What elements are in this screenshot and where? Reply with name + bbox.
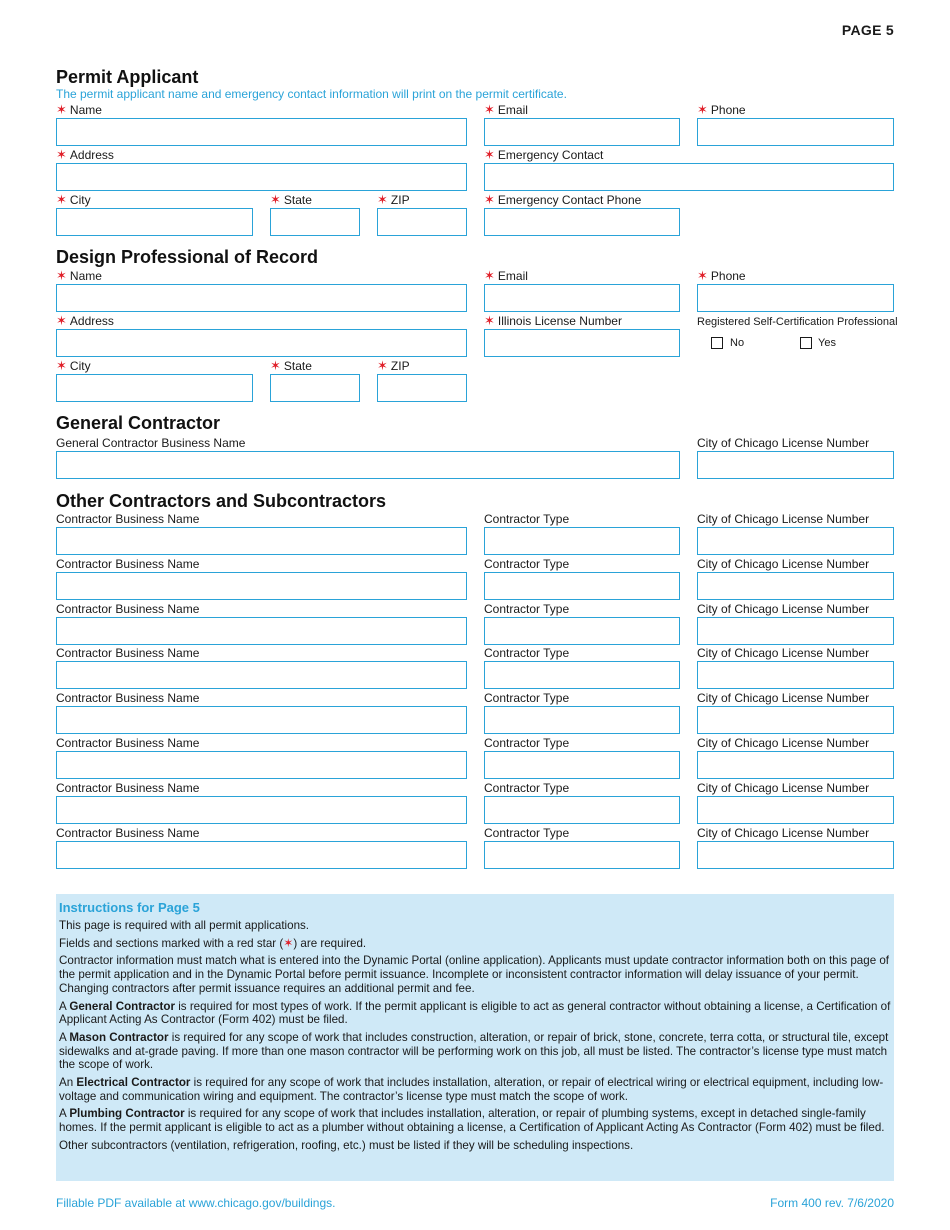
general-contractor-title: General Contractor <box>56 413 221 433</box>
contractor-license-number-label: City of Chicago License Number <box>697 781 870 795</box>
contractor-type-label: Contractor Type <box>484 646 570 660</box>
applicant-zip-label: ✶ ZIP <box>377 192 410 207</box>
applicant-phone-label: ✶ Phone <box>697 102 746 117</box>
required-star-icon: ✶ <box>283 935 294 950</box>
gc-license-label: City of Chicago License Number <box>697 436 870 450</box>
contractor-business-name-input[interactable] <box>57 797 466 823</box>
contractor-type-input[interactable] <box>485 573 679 599</box>
dp-name-label: ✶ Name <box>56 268 102 283</box>
dp-email-field[interactable] <box>484 284 680 312</box>
dp-email-label: ✶ Email <box>484 268 528 283</box>
instructions-p1: This page is required with all permit applications. <box>59 919 310 932</box>
contractor-type-label: Contractor Type <box>484 602 570 616</box>
contractor-license-number-field[interactable] <box>697 706 894 734</box>
contractor-business-name-input[interactable] <box>57 662 466 688</box>
dp-phone-label: ✶ Phone <box>697 268 746 283</box>
contractor-type-field[interactable] <box>484 617 680 645</box>
self-cert-label: Registered Self-Certification Professional <box>697 316 898 328</box>
required-star-icon: ✶ <box>56 358 67 373</box>
required-star-icon: ✶ <box>484 313 495 328</box>
contractor-type-input[interactable] <box>485 707 679 733</box>
contractor-business-name-field[interactable] <box>56 751 467 779</box>
contractor-license-number-field[interactable] <box>697 617 894 645</box>
dp-address-field[interactable] <box>56 329 467 357</box>
applicant-state-field[interactable] <box>270 208 360 236</box>
required-star-icon: ✶ <box>56 102 67 117</box>
applicant-name-input[interactable] <box>57 119 466 145</box>
contractor-business-name-field[interactable] <box>56 617 467 645</box>
contractor-business-name-input[interactable] <box>57 573 466 599</box>
contractor-business-name-label: Contractor Business Name <box>56 557 200 571</box>
contractor-license-number-label: City of Chicago License Number <box>697 691 870 705</box>
contractor-business-name-label: Contractor Business Name <box>56 602 200 616</box>
applicant-name-label: ✶ Name <box>56 102 102 117</box>
gc-business-name-label: General Contractor Business Name <box>56 436 246 450</box>
gc-business-name-field[interactable] <box>56 451 680 479</box>
contractor-license-number-label: City of Chicago License Number <box>697 602 870 616</box>
applicant-zip-field[interactable] <box>377 208 467 236</box>
required-star-icon: ✶ <box>56 192 67 207</box>
contractor-type-field[interactable] <box>484 751 680 779</box>
dp-address-label: ✶ Address <box>56 313 114 328</box>
applicant-address-input[interactable] <box>57 164 466 190</box>
required-star-icon: ✶ <box>484 192 495 207</box>
dp-email-input[interactable] <box>485 285 679 311</box>
dp-city-field[interactable] <box>56 374 253 402</box>
contractor-business-name-field[interactable] <box>56 572 467 600</box>
contractor-license-number-label: City of Chicago License Number <box>697 512 870 526</box>
contractor-license-number-input[interactable] <box>698 707 893 733</box>
contractor-type-field[interactable] <box>484 527 680 555</box>
contractor-license-number-label: City of Chicago License Number <box>697 646 870 660</box>
contractor-business-name-field[interactable] <box>56 661 467 689</box>
contractor-license-number-input[interactable] <box>698 797 893 823</box>
contractor-type-input[interactable] <box>485 618 679 644</box>
required-star-icon: ✶ <box>484 102 495 117</box>
applicant-phone-input[interactable] <box>698 119 893 145</box>
applicant-state-input[interactable] <box>271 209 359 235</box>
contractor-type-label: Contractor Type <box>484 781 570 795</box>
required-star-icon: ✶ <box>697 102 708 117</box>
self-cert-yes-label: Yes <box>818 337 836 349</box>
applicant-address-label: ✶ Address <box>56 147 114 162</box>
permit-applicant-note: The permit applicant name and emergency contact information will print on the permit certificate. <box>56 87 567 101</box>
contractor-license-number-field[interactable] <box>697 572 894 600</box>
required-star-icon: ✶ <box>484 147 495 162</box>
contractor-business-name-field[interactable] <box>56 706 467 734</box>
dp-name-field[interactable] <box>56 284 467 312</box>
applicant-state-label: ✶ State <box>270 192 312 207</box>
dp-city-label: ✶ City <box>56 358 91 373</box>
contractor-type-field[interactable] <box>484 706 680 734</box>
contractor-type-input[interactable] <box>485 752 679 778</box>
contractor-business-name-input[interactable] <box>57 618 466 644</box>
contractor-license-number-label: City of Chicago License Number <box>697 557 870 571</box>
gc-license-input[interactable] <box>698 452 893 478</box>
contractor-license-number-label: City of Chicago License Number <box>697 826 870 840</box>
contractor-type-input[interactable] <box>485 528 679 554</box>
contractor-type-field[interactable] <box>484 572 680 600</box>
self-cert-no-label: No <box>730 337 745 349</box>
instructions-p4: A General Contractor is required for most types of work. If the permit applicant is eligible to act as general contractor without obtaining a license, a Certification of Applicant Acting As Contractor (Form 402) must be filed. <box>59 999 891 1027</box>
dp-license-field[interactable] <box>484 329 680 357</box>
design-professional-title: Design Professional of Record <box>56 247 319 267</box>
applicant-phone-field[interactable] <box>697 118 894 146</box>
applicant-city-field[interactable] <box>56 208 253 236</box>
contractor-business-name-label: Contractor Business Name <box>56 736 200 750</box>
emergency-phone-label: ✶ Emergency Contact Phone <box>484 192 642 207</box>
gc-license-field[interactable] <box>697 451 894 479</box>
contractor-license-number-input[interactable] <box>698 573 893 599</box>
contractor-type-input[interactable] <box>485 662 679 688</box>
dp-zip-input[interactable] <box>378 375 466 401</box>
required-star-icon: ✶ <box>56 147 67 162</box>
contractor-license-number-input[interactable] <box>698 752 893 778</box>
applicant-city-label: ✶ City <box>56 192 91 207</box>
instructions-p8: Other subcontractors (ventilation, refrigeration, roofing, etc.) must be listed if they will be scheduling inspections. <box>59 1138 634 1152</box>
emergency-contact-label: ✶ Emergency Contact <box>484 147 604 162</box>
contractor-business-name-field[interactable] <box>56 841 467 869</box>
required-star-icon: ✶ <box>697 268 708 283</box>
contractor-license-number-field[interactable] <box>697 841 894 869</box>
self-cert-no-checkbox[interactable] <box>711 337 723 349</box>
self-cert-yes-checkbox[interactable] <box>800 337 812 349</box>
instructions-title: Instructions for Page 5 <box>59 900 200 915</box>
contractor-license-number-input[interactable] <box>698 528 893 554</box>
page-number: PAGE 5 <box>841 22 894 38</box>
instructions-p5: A Mason Contractor is required for any scope of work that includes construction, alteration, or repair of brick, stone, concrete, terra cotta, or structural tile, except sidewalks and at-grade paving. If more than one mason contractor will be performing work on this job, all must be listed. The contractor’s license type must match the scope of work. <box>59 1030 889 1072</box>
applicant-city-input[interactable] <box>57 209 252 235</box>
contractor-license-number-input[interactable] <box>698 842 893 868</box>
required-star-icon: ✶ <box>56 313 67 328</box>
dp-license-input[interactable] <box>485 330 679 356</box>
contractor-business-name-input[interactable] <box>57 752 466 778</box>
dp-zip-field[interactable] <box>377 374 467 402</box>
contractor-type-input[interactable] <box>485 797 679 823</box>
footer-form-number: Form 400 rev. 7/6/2020 <box>770 1196 894 1210</box>
applicant-zip-input[interactable] <box>378 209 466 235</box>
dp-state-input[interactable] <box>271 375 359 401</box>
required-star-icon: ✶ <box>377 192 388 207</box>
footer-pdf-link[interactable]: Fillable PDF available at www.chicago.gov/buildings. <box>56 1196 336 1210</box>
dp-state-field[interactable] <box>270 374 360 402</box>
dp-name-input[interactable] <box>57 285 466 311</box>
contractor-business-name-field[interactable] <box>56 527 467 555</box>
emergency-contact-input[interactable] <box>485 164 893 190</box>
contractor-type-label: Contractor Type <box>484 691 570 705</box>
emergency-phone-input[interactable] <box>485 209 679 235</box>
contractor-license-number-input[interactable] <box>698 662 893 688</box>
contractor-business-name-input[interactable] <box>57 707 466 733</box>
dp-phone-input[interactable] <box>698 285 893 311</box>
contractor-type-label: Contractor Type <box>484 557 570 571</box>
dp-state-label: ✶ State <box>270 358 312 373</box>
dp-zip-label: ✶ ZIP <box>377 358 410 373</box>
contractor-business-name-input[interactable] <box>57 842 466 868</box>
applicant-email-field[interactable] <box>484 118 680 146</box>
contractor-business-name-field[interactable] <box>56 796 467 824</box>
instructions-p6: An Electrical Contractor is required for any scope of work that includes installation, alteration, or repair of electrical wiring or electrical equipment, including low-voltage and communication wiring and equipment. The contractor’s license type must match the scope of work. <box>59 1076 884 1103</box>
contractor-type-label: Contractor Type <box>484 826 570 840</box>
contractor-business-name-label: Contractor Business Name <box>56 691 200 705</box>
applicant-name-field[interactable] <box>56 118 467 146</box>
emergency-phone-field[interactable] <box>484 208 680 236</box>
contractor-license-number-field[interactable] <box>697 751 894 779</box>
required-star-icon: ✶ <box>56 268 67 283</box>
required-star-icon: ✶ <box>270 192 281 207</box>
contractor-license-number-label: City of Chicago License Number <box>697 736 870 750</box>
instructions-panel <box>56 894 894 1181</box>
contractor-business-name-input[interactable] <box>57 528 466 554</box>
required-star-icon: ✶ <box>270 358 281 373</box>
required-star-icon: ✶ <box>377 358 388 373</box>
dp-license-label: ✶ Illinois License Number <box>484 313 622 328</box>
contractor-type-field[interactable] <box>484 661 680 689</box>
other-contractors-title: Other Contractors and Subcontractors <box>56 491 387 511</box>
instructions-p3: Contractor information must match what is entered into the Dynamic Portal (online application). Applicants must update contractor information both on this page of the permit application and in the Dynamic Portal before permit issuance. Incomplete or inconsistent contractor information will delay issuance of your permit. Changing contractors after permit issuance requires an additional permit and fee. <box>59 954 890 995</box>
permit-applicant-title: Permit Applicant <box>56 67 199 87</box>
contractor-business-name-label: Contractor Business Name <box>56 512 200 526</box>
applicant-email-label: ✶ Email <box>484 102 528 117</box>
contractor-license-number-field[interactable] <box>697 527 894 555</box>
instructions-p2: Fields and sections marked with a red star (✶) are required. <box>59 935 367 950</box>
contractor-type-label: Contractor Type <box>484 512 570 526</box>
dp-address-input[interactable] <box>57 330 466 356</box>
emergency-contact-field[interactable] <box>484 163 894 191</box>
dp-phone-field[interactable] <box>697 284 894 312</box>
contractor-license-number-field[interactable] <box>697 661 894 689</box>
contractor-license-number-field[interactable] <box>697 796 894 824</box>
contractor-type-field[interactable] <box>484 841 680 869</box>
applicant-email-input[interactable] <box>485 119 679 145</box>
contractor-type-input[interactable] <box>485 842 679 868</box>
contractor-business-name-label: Contractor Business Name <box>56 646 200 660</box>
contractor-business-name-label: Contractor Business Name <box>56 826 200 840</box>
instructions-p7: A Plumbing Contractor is required for any scope of work that includes installation, alteration, or repair of plumbing systems, except in detached single-family homes. If the permit applicant is eligible to act as a plumber without obtaining a license, a Certification of Applicant Acting As Contractor (Form 402) must be filed. <box>59 1107 885 1135</box>
dp-city-input[interactable] <box>57 375 252 401</box>
contractor-type-field[interactable] <box>484 796 680 824</box>
contractor-license-number-input[interactable] <box>698 618 893 644</box>
required-star-icon: ✶ <box>484 268 495 283</box>
contractor-type-label: Contractor Type <box>484 736 570 750</box>
gc-business-name-input[interactable] <box>57 452 679 478</box>
applicant-address-field[interactable] <box>56 163 467 191</box>
contractor-business-name-label: Contractor Business Name <box>56 781 200 795</box>
